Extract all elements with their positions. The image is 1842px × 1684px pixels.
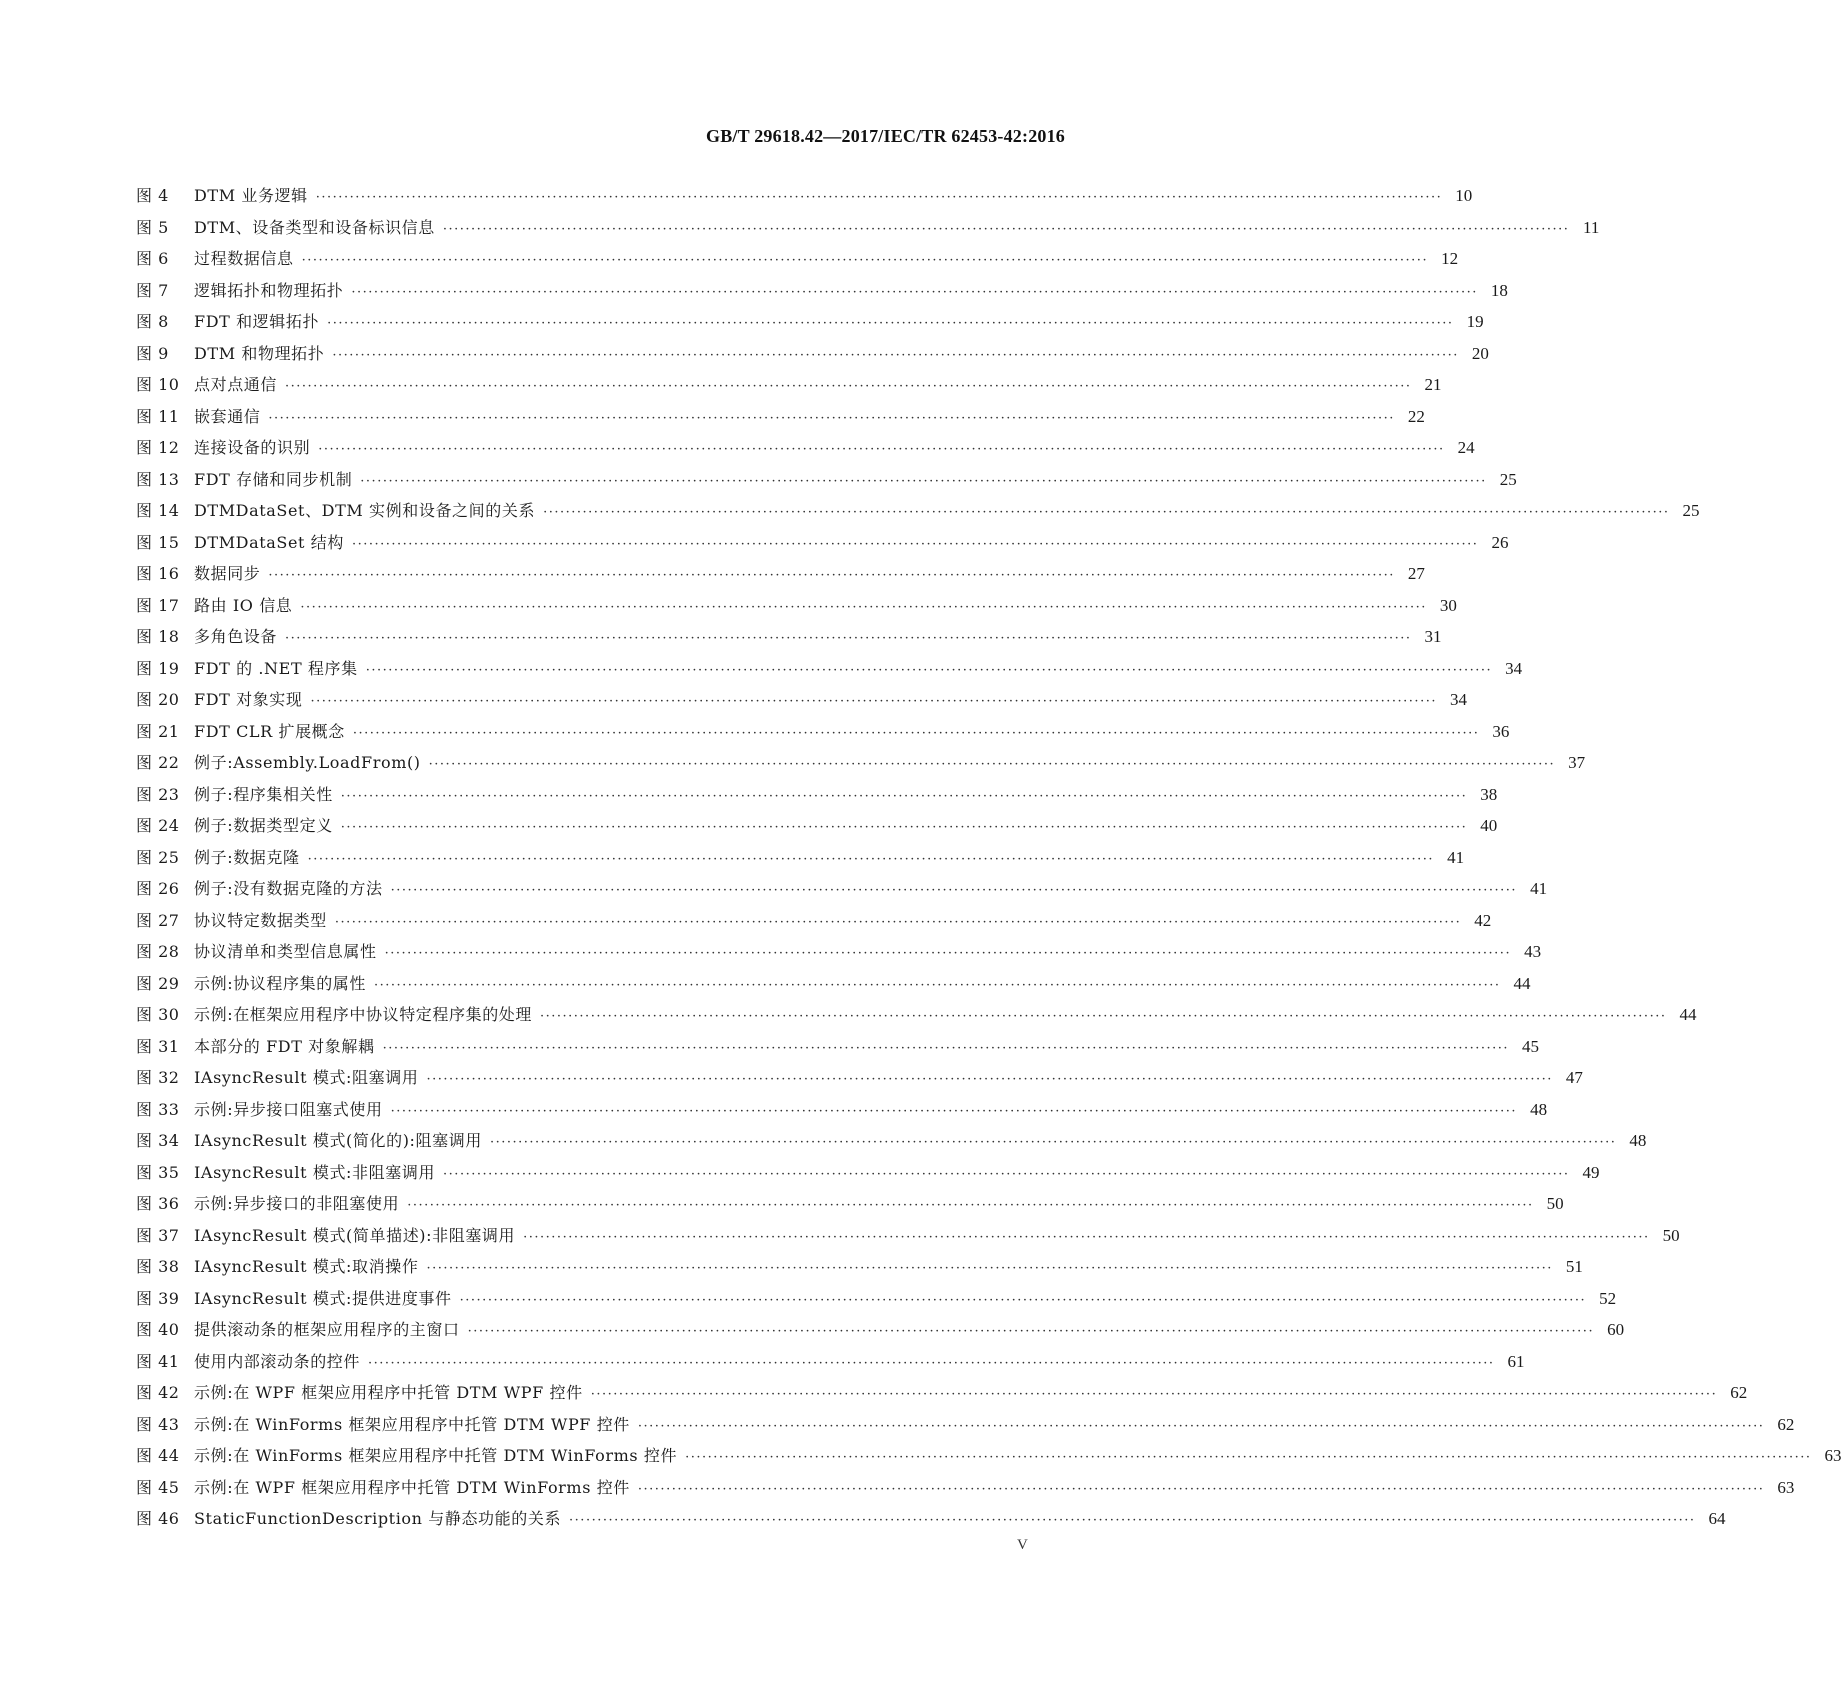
figure-title: 路由 IO 信息 [194, 595, 293, 615]
figure-title: 例子:Assembly.LoadFrom() [194, 753, 421, 772]
dot-leader: ········································································································································································································ [351, 284, 1478, 300]
figure-page-number: 38 [1480, 784, 1498, 804]
figure-number: 图 43 [136, 1414, 180, 1434]
figure-list-item[interactable] [136, 495, 1700, 527]
figure-title: FDT 存储和同步机制 [194, 469, 353, 489]
figure-number: 图 29 [136, 973, 180, 993]
figure-title: DTMDataSet、DTM 实例和设备之间的关系 [194, 501, 536, 520]
figure-number: 图 21 [136, 721, 180, 741]
figure-number: 图 38 [136, 1257, 180, 1276]
dot-leader: ········································································································································································································ [489, 1135, 1617, 1150]
figure-page-number: 11 [1582, 217, 1600, 237]
figure-number: 图 10 [136, 375, 180, 394]
figure-title: 示例:异步接口的非阻塞使用 [194, 1194, 400, 1213]
figure-page-number: 63 [1777, 1477, 1795, 1497]
dot-leader: ········································································································································································································ [384, 946, 1512, 961]
figure-title: 协议清单和类型信息属性 [194, 942, 377, 961]
figure-page-number: 48 [1530, 1099, 1548, 1119]
figure-list-item[interactable] [136, 968, 1531, 1000]
figure-number: 图 35 [136, 1162, 180, 1182]
figure-page-number: 21 [1424, 375, 1442, 394]
figure-list-item[interactable] [136, 1251, 1583, 1283]
figure-list-item[interactable] [136, 747, 1586, 779]
figure-title: 点对点通信 [194, 375, 278, 394]
figure-list-item[interactable] [136, 905, 1492, 937]
figure-list-item[interactable] [136, 653, 1523, 685]
figure-title: 示例:在 WinForms 框架应用程序中托管 DTM WPF 控件 [194, 1414, 630, 1434]
dot-leader: ········································································································································································································ [426, 1261, 1553, 1276]
page-header-standard-code: GB/T 29618.42—2017/IEC/TR 62453-42:2016 [706, 126, 1065, 146]
figure-page-number: 61 [1507, 1351, 1525, 1371]
dot-leader: ········································································································································································································ [543, 505, 1670, 520]
figure-number: 图 17 [136, 595, 180, 615]
figure-page-number: 20 [1471, 343, 1489, 363]
figure-list-item[interactable] [136, 810, 1498, 842]
figure-number: 图 19 [136, 658, 180, 678]
figure-list-item[interactable] [136, 558, 1425, 590]
figure-page-number: 47 [1565, 1068, 1583, 1087]
figure-list-item[interactable] [136, 1346, 1525, 1378]
figure-number: 图 25 [136, 847, 180, 867]
figure-page-number: 64 [1708, 1509, 1726, 1528]
figure-number: 图 14 [136, 501, 180, 520]
figure-list-item[interactable] [136, 1314, 1625, 1346]
dot-leader: ········································································································································································································ [390, 883, 1518, 898]
dot-leader: ········································································································································································································ [426, 1072, 1553, 1087]
figure-title: 连接设备的识别 [194, 438, 311, 457]
figure-number: 图 16 [136, 564, 180, 583]
figure-list-item[interactable] [136, 1283, 1617, 1315]
figure-page-number: 50 [1662, 1225, 1680, 1245]
figure-title: DTM 和物理拓扑 [194, 343, 325, 363]
dot-leader: ········································································································································································································ [442, 221, 1570, 237]
figure-list-item[interactable] [136, 1188, 1564, 1220]
figure-list-item[interactable] [136, 1220, 1680, 1252]
dot-leader: ········································································································································································································ [318, 442, 1445, 457]
figure-page-number: 34 [1505, 658, 1523, 678]
figure-list [136, 180, 1842, 1535]
figure-list-item[interactable] [136, 212, 1600, 244]
figure-list-item[interactable] [136, 1031, 1540, 1063]
dot-leader: ········································································································································································································ [428, 757, 1556, 772]
figure-number: 图 31 [136, 1036, 180, 1056]
figure-number: 图 46 [136, 1509, 180, 1528]
dot-leader: ········································································································································································································ [315, 190, 1443, 205]
figure-page-number: 44 [1513, 973, 1531, 993]
dot-leader: ········································································································································································································ [390, 1103, 1518, 1119]
figure-list-item[interactable] [136, 1377, 1748, 1409]
figure-title: IAsyncResult 模式:阻塞调用 [194, 1068, 419, 1087]
dot-leader: ········································································································································································································ [351, 536, 1479, 552]
figure-title: 本部分的 FDT 对象解耦 [194, 1036, 375, 1056]
figure-title: DTMDataSet 结构 [194, 532, 344, 552]
figure-number: 图 33 [136, 1099, 180, 1119]
dot-leader: ········································································································································································································ [523, 1229, 1650, 1245]
figure-title: 示例:在框架应用程序中协议特定程序集的处理 [194, 1005, 532, 1024]
figure-page-number: 31 [1424, 627, 1442, 646]
figure-list-item[interactable] [136, 716, 1510, 748]
dot-leader: ········································································································································································································ [285, 631, 1412, 646]
figure-title: 示例:异步接口阻塞式使用 [194, 1099, 383, 1119]
figure-number: 图 12 [136, 438, 180, 457]
dot-leader: ········································································································································································································ [268, 410, 1395, 426]
figure-page-number: 18 [1490, 280, 1508, 300]
figure-page-number: 40 [1480, 816, 1498, 835]
figure-title: 示例:在 WPF 框架应用程序中托管 DTM WinForms 控件 [194, 1477, 630, 1497]
figure-list-item[interactable] [136, 1409, 1795, 1441]
figure-page-number: 60 [1607, 1320, 1625, 1339]
figure-list-item[interactable] [136, 275, 1508, 307]
figure-list-item[interactable] [136, 464, 1517, 496]
figure-page-number: 41 [1530, 879, 1548, 898]
figure-list-item[interactable] [136, 180, 1473, 212]
figure-title: 例子:数据类型定义 [194, 816, 333, 835]
figure-number: 图 6 [136, 249, 169, 268]
dot-leader: ········································································································································································································ [352, 725, 1480, 741]
figure-list-item[interactable] [136, 243, 1459, 275]
dot-leader: ········································································································································································································ [327, 316, 1454, 331]
figure-list-item[interactable] [136, 1094, 1548, 1126]
figure-list-item[interactable] [136, 401, 1425, 433]
figure-list-item[interactable] [136, 936, 1542, 968]
figure-page-number: 43 [1524, 942, 1542, 961]
figure-title: FDT 的 .NET 程序集 [194, 658, 358, 678]
figure-list-item[interactable] [136, 621, 1442, 653]
figure-title: 嵌套通信 [194, 406, 261, 426]
figure-number: 图 4 [136, 186, 169, 205]
figure-number: 图 13 [136, 469, 180, 489]
figure-list-item[interactable] [136, 999, 1697, 1031]
figure-page-number: 36 [1492, 721, 1510, 741]
figure-title: 例子:没有数据克隆的方法 [194, 879, 383, 898]
figure-number: 图 41 [136, 1351, 180, 1371]
dot-leader: ········································································································································································································ [307, 851, 1435, 867]
figure-page-number: 49 [1582, 1162, 1600, 1182]
figure-list-item[interactable] [136, 527, 1509, 559]
figure-number: 图 8 [136, 312, 169, 331]
dot-leader: ········································································································································································································ [590, 1387, 1718, 1402]
figure-title: 例子:程序集相关性 [194, 784, 333, 804]
figure-number: 图 42 [136, 1383, 180, 1402]
figure-list-item[interactable] [136, 842, 1465, 874]
figure-page-number: 22 [1407, 406, 1425, 426]
figure-number: 图 23 [136, 784, 180, 804]
figure-page-number: 63 [1824, 1446, 1842, 1465]
figure-page-number: 24 [1457, 438, 1475, 457]
dot-leader: ········································································································································································································ [374, 977, 1501, 993]
figure-page-number: 51 [1565, 1257, 1583, 1276]
figure-title: 多角色设备 [194, 627, 278, 646]
figure-page-number: 41 [1447, 847, 1465, 867]
figure-title: 逻辑拓扑和物理拓扑 [194, 280, 344, 300]
figure-title: IAsyncResult 模式:提供进度事件 [194, 1288, 452, 1308]
figure-page-number: 62 [1777, 1414, 1795, 1434]
figure-page-number: 52 [1599, 1288, 1617, 1308]
figure-title: 示例:在 WPF 框架应用程序中托管 DTM WPF 控件 [194, 1383, 583, 1402]
figure-title: 示例:协议程序集的属性 [194, 973, 366, 993]
figure-page-number: 27 [1407, 564, 1425, 583]
figure-list-item[interactable] [136, 306, 1484, 338]
figure-page-number: 34 [1449, 690, 1467, 709]
figure-number: 图 40 [136, 1320, 180, 1339]
figure-number: 图 30 [136, 1005, 180, 1024]
figure-list-item[interactable] [136, 1125, 1647, 1157]
dot-leader: ········································································································································································································ [334, 914, 1462, 930]
dot-leader: ········································································································································································································ [285, 379, 1412, 394]
dot-leader: ········································································································································································································ [569, 1513, 1696, 1528]
figure-page-number: 45 [1522, 1036, 1540, 1056]
figure-title: 示例:在 WinForms 框架应用程序中托管 DTM WinForms 控件 [194, 1446, 678, 1465]
figure-page-number: 12 [1441, 249, 1459, 268]
figure-number: 图 7 [136, 280, 169, 300]
figure-page-number: 25 [1499, 469, 1517, 489]
figure-number: 图 18 [136, 627, 180, 646]
figure-list-item[interactable] [136, 1062, 1583, 1094]
figure-number: 图 34 [136, 1131, 180, 1150]
figure-number: 图 39 [136, 1288, 180, 1308]
figure-number: 图 20 [136, 690, 180, 709]
dot-leader: ········································································································································································································ [268, 568, 1395, 583]
figure-list-item[interactable] [136, 779, 1498, 811]
figure-number: 图 37 [136, 1225, 180, 1245]
dot-leader: ········································································································································································································ [467, 1324, 1595, 1339]
figure-title: IAsyncResult 模式:取消操作 [194, 1257, 419, 1276]
figure-title: IAsyncResult 模式(简单描述):非阻塞调用 [194, 1225, 516, 1245]
dot-leader: ········································································································································································································ [360, 473, 1487, 489]
dot-leader: ········································································································································································································ [340, 788, 1468, 804]
dot-leader: ········································································································································································································ [637, 1418, 1765, 1434]
figure-list-item[interactable] [136, 1503, 1726, 1535]
figure-title: 例子:数据克隆 [194, 847, 300, 867]
dot-leader: ········································································································································································································ [443, 1166, 1570, 1182]
figure-number: 图 9 [136, 343, 169, 363]
figure-page-number: 50 [1546, 1194, 1564, 1213]
dot-leader: ········································································································································································································ [407, 1198, 1534, 1213]
figure-list-item[interactable] [136, 873, 1548, 905]
dot-leader: ········································································································································································································ [332, 347, 1459, 363]
figure-list-item[interactable] [136, 684, 1467, 716]
figure-list-item[interactable] [136, 432, 1475, 464]
figure-number: 图 15 [136, 532, 180, 552]
figure-title: 使用内部滚动条的控件 [194, 1351, 361, 1371]
figure-list-item[interactable] [136, 590, 1457, 622]
figure-title: FDT 和逻辑拓扑 [194, 312, 320, 331]
figure-page-number: 48 [1629, 1131, 1647, 1150]
figure-number: 图 32 [136, 1068, 180, 1087]
figure-page-number: 62 [1730, 1383, 1748, 1402]
figure-number: 图 5 [136, 217, 169, 237]
figure-number: 图 36 [136, 1194, 180, 1213]
figure-title: 数据同步 [194, 564, 261, 583]
figure-number: 图 27 [136, 910, 180, 930]
figure-page-number: 10 [1455, 186, 1473, 205]
figure-title: IAsyncResult 模式(简化的):阻塞调用 [194, 1131, 482, 1150]
dot-leader: ········································································································································································································ [310, 694, 1437, 709]
figure-page-number: 44 [1679, 1005, 1697, 1024]
dot-leader: ········································································································································································································ [459, 1292, 1587, 1308]
figure-page-number: 25 [1682, 501, 1700, 520]
figure-page-number: 37 [1568, 753, 1586, 772]
figure-list-item[interactable] [136, 1440, 1842, 1472]
dot-leader: ········································································································································································································ [368, 1355, 1495, 1371]
figure-number: 图 44 [136, 1446, 180, 1465]
figure-title: 过程数据信息 [194, 249, 294, 268]
figure-page-number: 26 [1491, 532, 1509, 552]
figure-title: DTM 业务逻辑 [194, 186, 308, 205]
figure-list-item[interactable] [136, 1472, 1795, 1504]
figure-page-number: 30 [1439, 595, 1457, 615]
figure-page-number: 19 [1466, 312, 1484, 331]
figure-number: 图 22 [136, 753, 180, 772]
dot-leader: ········································································································································································································ [685, 1450, 1812, 1465]
figure-number: 图 26 [136, 879, 180, 898]
dot-leader: ········································································································································································································ [340, 820, 1468, 835]
page-number: V [1017, 1537, 1028, 1553]
figure-number: 图 24 [136, 816, 180, 835]
figure-title: StaticFunctionDescription 与静态功能的关系 [194, 1509, 562, 1528]
figure-list-item[interactable] [136, 1157, 1600, 1189]
figure-title: 协议特定数据类型 [194, 910, 327, 930]
figure-number: 图 11 [136, 406, 180, 426]
figure-title: FDT 对象实现 [194, 690, 303, 709]
figure-number: 图 28 [136, 942, 180, 961]
dot-leader: ········································································································································································································ [540, 1009, 1667, 1024]
dot-leader: ········································································································································································································ [637, 1481, 1765, 1497]
dot-leader: ········································································································································································································ [301, 253, 1429, 268]
dot-leader: ········································································································································································································ [300, 599, 1427, 615]
dot-leader: ········································································································································································································ [382, 1040, 1510, 1056]
figure-list-item[interactable] [136, 369, 1442, 401]
dot-leader: ········································································································································································································ [365, 662, 1493, 678]
figure-title: IAsyncResult 模式:非阻塞调用 [194, 1162, 436, 1182]
figure-title: FDT CLR 扩展概念 [194, 721, 345, 741]
figure-list-item[interactable] [136, 338, 1489, 370]
figure-title: DTM、设备类型和设备标识信息 [194, 217, 435, 237]
figure-number: 图 45 [136, 1477, 180, 1497]
figure-page-number: 42 [1474, 910, 1492, 930]
figure-title: 提供滚动条的框架应用程序的主窗口 [194, 1320, 460, 1339]
